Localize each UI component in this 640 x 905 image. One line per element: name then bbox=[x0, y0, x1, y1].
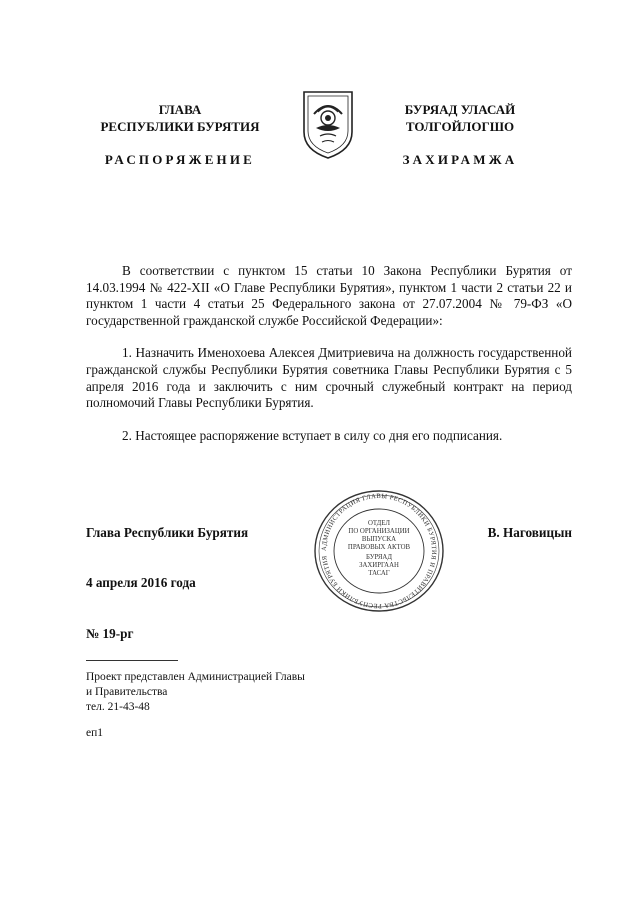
seal-ring-text: АДМИНИСТРАЦИЯ ГЛАВЫ РЕСПУБЛИКИ БУРЯТИЯ И ПРАВИТЕЛЬСТВА РЕСПУБЛИКИ БУРЯТИЯ bbox=[320, 492, 438, 610]
seal-line-5: БУРЯАД bbox=[366, 554, 392, 561]
header-right-line1: БУРЯАД УЛАСАЙ bbox=[404, 102, 516, 117]
seal-line-3: ВЫПУСКА bbox=[361, 536, 397, 543]
seal-line-1: ОТДЕЛ bbox=[368, 520, 390, 527]
seal-line-4: ПРАВОВЫХ АКТОВ bbox=[347, 544, 411, 551]
header-left-line1: ГЛАВА bbox=[158, 102, 202, 117]
doc-type-ru: РАСПОРЯЖЕНИЕ bbox=[104, 152, 256, 167]
document-date: 4 апреля 2016 года bbox=[86, 575, 196, 590]
document-body bbox=[86, 263, 572, 444]
coat-of-arms-icon bbox=[300, 88, 356, 160]
item-1-paragraph: 1. Назначить Именохоева Алексея Дмитриевича на должность государственной гражданской службы Республики Бурятия советника Главы Республики Бурятия с 5 апреля 2016 года и заключить с ним срочный служебный контракт на период полномочий Главы Республики Бурятия. bbox=[86, 345, 572, 411]
footer-line-1: Проект представлен Администрацией Главы bbox=[86, 671, 305, 683]
signer-name: В. Наговицын bbox=[487, 525, 572, 540]
header-right bbox=[360, 101, 560, 168]
header-left-line2: РЕСПУБЛИКИ БУРЯТИЯ bbox=[100, 119, 260, 134]
header-right-line2: ТОЛГОЙЛОГШО bbox=[405, 119, 515, 134]
footer-note bbox=[86, 670, 305, 715]
item-2-paragraph: 2. Настоящее распоряжение вступает в силу со дня его подписания. bbox=[122, 427, 503, 443]
footer-divider bbox=[86, 660, 178, 661]
preamble-paragraph: В соответствии с пунктом 15 статьи 10 Закона Республики Бурятия от 14.03.1994 № 422-XII «О Главе Республики Бурятия», пунктом 1 части 2 статьи 22 и пунктом 1 части 4 статьи 25 Федерального закона от 27.07.2004 № 79-ФЗ «О государственной гражданской службе Российской Федерации»: bbox=[86, 263, 572, 328]
seal-line-7: ТАСАГ bbox=[368, 570, 390, 577]
seal-line-6: ЗАХИРГААН bbox=[359, 562, 399, 569]
doc-type-bua: ЗАХИРАМЖА bbox=[402, 152, 518, 167]
header-left bbox=[80, 101, 280, 168]
document-number: № 19-рг bbox=[86, 626, 134, 641]
official-seal-icon bbox=[313, 488, 445, 614]
footer-line-3: тел. 21-43-48 bbox=[86, 701, 150, 713]
footer-code: еп1 bbox=[86, 727, 104, 739]
signer-position: Глава Республики Бурятия bbox=[86, 525, 249, 540]
seal-line-2: ПО ОРГАНИЗАЦИИ bbox=[348, 528, 410, 535]
footer-line-2: и Правительства bbox=[86, 686, 168, 698]
